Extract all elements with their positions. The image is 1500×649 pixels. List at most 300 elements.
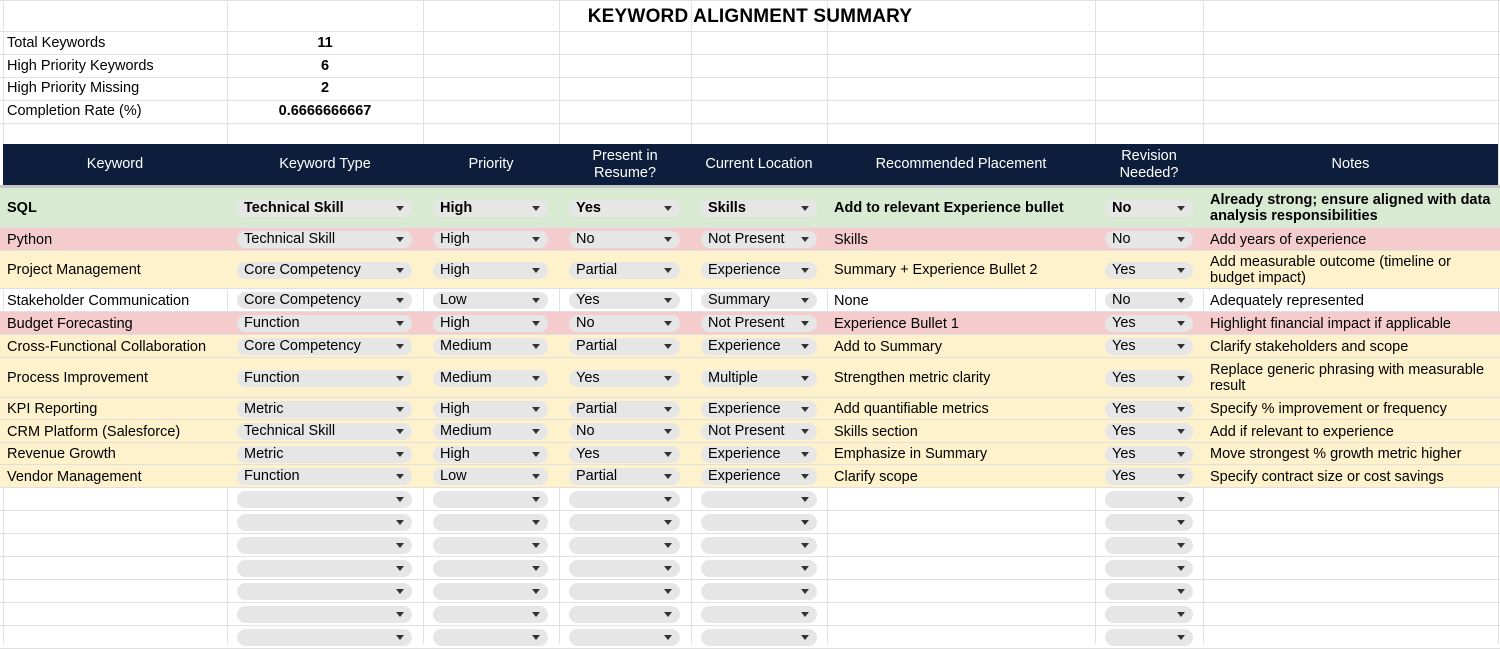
present-dropdown[interactable] <box>569 446 680 463</box>
present-dropdown-empty[interactable] <box>569 491 680 508</box>
present-dropdown-empty[interactable] <box>569 537 680 554</box>
present-dropdown[interactable] <box>569 315 680 332</box>
dropdown-value: Core Competency <box>244 262 361 278</box>
revision-dropdown[interactable] <box>1105 231 1193 248</box>
dropdown-value: Yes <box>1112 315 1136 331</box>
table-row <box>0 398 1500 420</box>
dropdown-arrow-icon[interactable] <box>801 543 809 548</box>
dropdown-value: Multiple <box>708 370 758 386</box>
location-dropdown-empty[interactable] <box>701 514 817 531</box>
column-header-current-location[interactable]: Current Location <box>705 156 813 172</box>
location-dropdown[interactable] <box>701 292 817 309</box>
revision-dropdown-empty[interactable] <box>1105 514 1193 531</box>
type-dropdown[interactable] <box>237 200 412 217</box>
recommended-placement-cell[interactable]: Experience Bullet 1 <box>834 315 959 332</box>
dropdown-arrow-icon[interactable] <box>396 497 404 502</box>
dropdown-value: Low <box>440 468 467 484</box>
revision-dropdown-empty[interactable] <box>1105 583 1193 600</box>
dropdown-value: Yes <box>576 292 600 308</box>
present-dropdown-empty[interactable] <box>569 583 680 600</box>
priority-dropdown[interactable] <box>433 423 548 440</box>
present-dropdown[interactable] <box>569 262 680 279</box>
dropdown-arrow-icon[interactable] <box>396 407 404 412</box>
dropdown-value: Yes <box>1112 446 1136 462</box>
dropdown-arrow-icon[interactable] <box>532 452 540 457</box>
table-row <box>0 289 1500 312</box>
keyword-cell[interactable]: Python <box>7 231 53 248</box>
priority-dropdown[interactable] <box>433 401 548 418</box>
dropdown-arrow-icon[interactable] <box>532 566 540 571</box>
dropdown-arrow-icon[interactable] <box>1177 206 1185 211</box>
type-dropdown[interactable] <box>237 401 412 418</box>
dropdown-arrow-icon[interactable] <box>1177 344 1185 349</box>
location-dropdown[interactable] <box>701 401 817 418</box>
dropdown-arrow-icon[interactable] <box>532 268 540 273</box>
dropdown-arrow-icon[interactable] <box>664 635 672 640</box>
present-dropdown-empty[interactable] <box>569 606 680 623</box>
dropdown-value: Yes <box>1112 262 1136 278</box>
dropdown-arrow-icon[interactable] <box>1177 376 1185 381</box>
revision-dropdown[interactable] <box>1105 200 1193 217</box>
dropdown-arrow-icon[interactable] <box>664 429 672 434</box>
type-dropdown[interactable] <box>237 231 412 248</box>
revision-dropdown[interactable] <box>1105 338 1193 355</box>
summary-value: 11 <box>317 35 333 51</box>
priority-dropdown[interactable] <box>433 200 548 217</box>
type-dropdown[interactable] <box>237 338 412 355</box>
location-dropdown-empty[interactable] <box>701 606 817 623</box>
dropdown-value: Experience <box>708 446 781 462</box>
revision-dropdown[interactable] <box>1105 370 1193 387</box>
dropdown-arrow-icon[interactable] <box>664 543 672 548</box>
dropdown-value: Metric <box>244 401 284 417</box>
dropdown-value: Yes <box>1112 370 1136 386</box>
type-dropdown-empty[interactable] <box>237 629 412 646</box>
priority-dropdown[interactable] <box>433 338 548 355</box>
summary-value: 0.6666666667 <box>278 103 372 119</box>
dropdown-value: Yes <box>576 200 601 216</box>
keyword-cell[interactable]: Stakeholder Communication <box>7 292 190 309</box>
location-dropdown-empty[interactable] <box>701 583 817 600</box>
dropdown-arrow-icon[interactable] <box>1177 268 1185 273</box>
column-header-notes[interactable]: Notes <box>1331 156 1370 172</box>
revision-dropdown[interactable] <box>1105 446 1193 463</box>
present-dropdown[interactable] <box>569 401 680 418</box>
dropdown-arrow-icon[interactable] <box>532 429 540 434</box>
dropdown-value: Not Present <box>708 315 785 331</box>
dropdown-arrow-icon[interactable] <box>801 520 809 525</box>
dropdown-value: Experience <box>708 262 781 278</box>
type-dropdown[interactable] <box>237 292 412 309</box>
dropdown-value: No <box>576 231 595 247</box>
grid-row-line <box>0 54 1500 55</box>
notes-cell[interactable]: Specify % improvement or frequency <box>1210 401 1447 417</box>
table-row <box>0 188 1500 228</box>
recommended-placement-cell[interactable]: Emphasize in Summary <box>834 446 988 462</box>
dropdown-arrow-icon[interactable] <box>1177 321 1185 326</box>
dropdown-arrow-icon[interactable] <box>396 237 404 242</box>
dropdown-arrow-icon[interactable] <box>664 566 672 571</box>
present-dropdown[interactable] <box>569 200 680 217</box>
dropdown-arrow-icon[interactable] <box>664 268 672 273</box>
type-dropdown-empty[interactable] <box>237 514 412 531</box>
present-dropdown[interactable] <box>569 370 680 387</box>
priority-dropdown-empty[interactable] <box>433 537 548 554</box>
dropdown-arrow-icon[interactable] <box>532 344 540 349</box>
priority-dropdown[interactable] <box>433 315 548 332</box>
dropdown-value: Technical Skill <box>244 423 336 439</box>
present-dropdown-empty[interactable] <box>569 560 680 577</box>
dropdown-value: Medium <box>440 423 492 439</box>
dropdown-arrow-icon[interactable] <box>1177 407 1185 412</box>
dropdown-value: Technical Skill <box>244 231 336 247</box>
present-dropdown-empty[interactable] <box>569 629 680 646</box>
dropdown-arrow-icon[interactable] <box>664 298 672 303</box>
dropdown-value: No <box>576 315 595 331</box>
recommended-placement-cell[interactable]: Summary + Experience Bullet 2 <box>834 262 1038 278</box>
priority-dropdown[interactable] <box>433 370 548 387</box>
notes-cell[interactable]: Clarify stakeholders and scope <box>1210 338 1409 355</box>
dropdown-value: Skills <box>708 200 746 216</box>
dropdown-value: Summary <box>708 292 771 308</box>
dropdown-value: No <box>1112 231 1131 247</box>
keyword-cell[interactable]: Vendor Management <box>7 468 142 485</box>
notes-cell[interactable]: Add years of experience <box>1210 231 1367 248</box>
dropdown-value: No <box>1112 200 1132 216</box>
dropdown-arrow-icon[interactable] <box>801 452 809 457</box>
dropdown-arrow-icon[interactable] <box>396 344 404 349</box>
dropdown-arrow-icon[interactable] <box>664 321 672 326</box>
dropdown-arrow-icon[interactable] <box>801 635 809 640</box>
keyword-cell[interactable]: KPI Reporting <box>7 401 98 417</box>
empty-row <box>0 580 1500 603</box>
dropdown-arrow-icon[interactable] <box>396 635 404 640</box>
dropdown-arrow-icon[interactable] <box>532 589 540 594</box>
dropdown-arrow-icon[interactable] <box>801 268 809 273</box>
revision-dropdown-empty[interactable] <box>1105 537 1193 554</box>
dropdown-value: Medium <box>440 370 492 386</box>
dropdown-arrow-icon[interactable] <box>664 589 672 594</box>
location-dropdown-empty[interactable] <box>701 629 817 646</box>
dropdown-arrow-icon[interactable] <box>801 206 809 211</box>
dropdown-arrow-icon[interactable] <box>396 612 404 617</box>
revision-dropdown[interactable] <box>1105 262 1193 279</box>
dropdown-arrow-icon[interactable] <box>1177 497 1185 502</box>
present-dropdown[interactable] <box>569 468 680 485</box>
dropdown-value: Yes <box>1112 338 1136 354</box>
location-dropdown[interactable] <box>701 315 817 332</box>
type-dropdown-empty[interactable] <box>237 537 412 554</box>
dropdown-value: Experience <box>708 468 781 484</box>
dropdown-value: High <box>440 200 473 216</box>
dropdown-arrow-icon[interactable] <box>532 376 540 381</box>
dropdown-arrow-icon[interactable] <box>396 452 404 457</box>
grid-row-line <box>0 77 1500 78</box>
recommended-placement-cell[interactable]: Skills section <box>834 423 918 440</box>
dropdown-value: Function <box>244 370 300 386</box>
dropdown-arrow-icon[interactable] <box>1177 543 1185 548</box>
keyword-cell[interactable]: Revenue Growth <box>7 446 116 462</box>
notes-cell[interactable]: Specify contract size or cost savings <box>1210 468 1444 485</box>
keyword-cell[interactable]: Budget Forecasting <box>7 315 133 332</box>
dropdown-arrow-icon[interactable] <box>396 474 404 479</box>
recommended-placement-cell[interactable]: None <box>834 292 869 309</box>
recommended-placement-cell[interactable]: Clarify scope <box>834 468 918 485</box>
summary-label: Total Keywords <box>7 35 106 51</box>
priority-dropdown[interactable] <box>433 446 548 463</box>
priority-dropdown[interactable] <box>433 468 548 485</box>
dropdown-arrow-icon[interactable] <box>532 206 540 211</box>
dropdown-arrow-icon[interactable] <box>1177 612 1185 617</box>
present-dropdown[interactable] <box>569 231 680 248</box>
column-header-keyword[interactable]: Keyword <box>86 156 144 172</box>
dropdown-arrow-icon[interactable] <box>664 206 672 211</box>
dropdown-arrow-icon[interactable] <box>396 298 404 303</box>
revision-dropdown[interactable] <box>1105 401 1193 418</box>
dropdown-arrow-icon[interactable] <box>532 321 540 326</box>
dropdown-arrow-icon[interactable] <box>532 474 540 479</box>
dropdown-arrow-icon[interactable] <box>801 344 809 349</box>
present-dropdown[interactable] <box>569 423 680 440</box>
dropdown-arrow-icon[interactable] <box>1177 429 1185 434</box>
type-dropdown[interactable] <box>237 315 412 332</box>
location-dropdown[interactable] <box>701 370 817 387</box>
dropdown-arrow-icon[interactable] <box>664 497 672 502</box>
dropdown-arrow-icon[interactable] <box>664 474 672 479</box>
dropdown-value: High <box>440 446 470 462</box>
empty-row <box>0 488 1500 511</box>
notes-cell[interactable]: Highlight financial impact if applicable <box>1210 315 1451 332</box>
dropdown-arrow-icon[interactable] <box>1177 635 1185 640</box>
location-dropdown-empty[interactable] <box>701 537 817 554</box>
dropdown-value: High <box>440 262 470 278</box>
dropdown-value: Medium <box>440 338 492 354</box>
type-dropdown-empty[interactable] <box>237 491 412 508</box>
dropdown-value: Experience <box>708 401 781 417</box>
revision-dropdown[interactable] <box>1105 315 1193 332</box>
location-dropdown[interactable] <box>701 423 817 440</box>
dropdown-arrow-icon[interactable] <box>396 321 404 326</box>
summary-label: Completion Rate (%) <box>7 103 142 119</box>
column-header-priority[interactable]: Priority <box>468 156 514 172</box>
location-dropdown[interactable] <box>701 338 817 355</box>
present-dropdown[interactable] <box>569 338 680 355</box>
revision-dropdown[interactable] <box>1105 468 1193 485</box>
dropdown-value: Yes <box>1112 401 1136 417</box>
dropdown-arrow-icon[interactable] <box>801 589 809 594</box>
revision-dropdown[interactable] <box>1105 423 1193 440</box>
dropdown-value: No <box>576 423 595 439</box>
dropdown-arrow-icon[interactable] <box>532 497 540 502</box>
summary-value: 2 <box>320 80 330 96</box>
priority-dropdown[interactable] <box>433 292 548 309</box>
dropdown-arrow-icon[interactable] <box>532 543 540 548</box>
dropdown-value: Not Present <box>708 423 785 439</box>
dropdown-value: Yes <box>1112 423 1136 439</box>
dropdown-arrow-icon[interactable] <box>801 298 809 303</box>
dropdown-arrow-icon[interactable] <box>1177 566 1185 571</box>
keyword-cell[interactable]: SQL <box>7 200 37 216</box>
dropdown-arrow-icon[interactable] <box>1177 520 1185 525</box>
type-dropdown[interactable] <box>237 446 412 463</box>
revision-dropdown[interactable] <box>1105 292 1193 309</box>
dropdown-arrow-icon[interactable] <box>1177 298 1185 303</box>
empty-row <box>0 534 1500 557</box>
priority-dropdown-empty[interactable] <box>433 606 548 623</box>
notes-cell[interactable]: Already strong; ensure aligned with data analysis responsibilities <box>1210 192 1491 224</box>
table-row <box>0 228 1500 251</box>
table-row <box>0 358 1500 398</box>
dropdown-arrow-icon[interactable] <box>801 321 809 326</box>
dropdown-value: Not Present <box>708 231 785 247</box>
priority-dropdown[interactable] <box>433 231 548 248</box>
type-dropdown[interactable] <box>237 468 412 485</box>
notes-cell[interactable]: Replace generic phrasing with measurable result <box>1210 362 1485 394</box>
location-dropdown[interactable] <box>701 468 817 485</box>
location-dropdown[interactable] <box>701 231 817 248</box>
keyword-cell[interactable]: Cross-Functional Collaboration <box>7 338 207 355</box>
dropdown-arrow-icon[interactable] <box>1177 589 1185 594</box>
location-dropdown[interactable] <box>701 446 817 463</box>
dropdown-arrow-icon[interactable] <box>396 429 404 434</box>
revision-dropdown-empty[interactable] <box>1105 606 1193 623</box>
keyword-cell[interactable]: Project Management <box>7 262 141 278</box>
revision-dropdown-empty[interactable] <box>1105 629 1193 646</box>
dropdown-arrow-icon[interactable] <box>801 612 809 617</box>
table-row <box>0 465 1500 488</box>
empty-row <box>0 557 1500 580</box>
dropdown-value: High <box>440 315 470 331</box>
priority-dropdown-empty[interactable] <box>433 583 548 600</box>
dropdown-arrow-icon[interactable] <box>801 497 809 502</box>
notes-cell[interactable]: Add if relevant to experience <box>1210 423 1394 440</box>
summary-label: High Priority Keywords <box>7 58 154 74</box>
location-dropdown[interactable] <box>701 200 817 217</box>
dropdown-value: Technical Skill <box>244 200 344 216</box>
priority-dropdown[interactable] <box>433 262 548 279</box>
summary-value: 6 <box>320 58 330 74</box>
dropdown-value: Yes <box>1112 468 1136 484</box>
grid-row-line <box>0 31 1500 32</box>
dropdown-arrow-icon[interactable] <box>801 474 809 479</box>
dropdown-arrow-icon[interactable] <box>532 298 540 303</box>
type-dropdown-empty[interactable] <box>237 583 412 600</box>
column-header-recommended-placement[interactable]: Recommended Placement <box>875 156 1047 172</box>
dropdown-arrow-icon[interactable] <box>1177 237 1185 242</box>
dropdown-arrow-icon[interactable] <box>664 452 672 457</box>
dropdown-arrow-icon[interactable] <box>664 407 672 412</box>
type-dropdown-empty[interactable] <box>237 560 412 577</box>
dropdown-arrow-icon[interactable] <box>396 543 404 548</box>
column-header-keyword-type[interactable]: Keyword Type <box>279 156 371 172</box>
dropdown-arrow-icon[interactable] <box>664 344 672 349</box>
type-dropdown[interactable] <box>237 370 412 387</box>
dropdown-arrow-icon[interactable] <box>664 612 672 617</box>
dropdown-arrow-icon[interactable] <box>801 429 809 434</box>
type-dropdown-empty[interactable] <box>237 606 412 623</box>
dropdown-value: Core Competency <box>244 338 361 354</box>
dropdown-arrow-icon[interactable] <box>801 407 809 412</box>
revision-dropdown-empty[interactable] <box>1105 491 1193 508</box>
location-dropdown-empty[interactable] <box>701 560 817 577</box>
empty-row <box>0 603 1500 626</box>
table-row <box>0 335 1500 358</box>
dropdown-arrow-icon[interactable] <box>396 206 404 211</box>
recommended-placement-cell[interactable]: Add to relevant Experience bullet <box>834 200 1064 216</box>
dropdown-arrow-icon[interactable] <box>396 376 404 381</box>
column-header-present-in-resume[interactable]: Present in Resume? <box>592 147 658 181</box>
priority-dropdown-empty[interactable] <box>433 491 548 508</box>
present-dropdown[interactable] <box>569 292 680 309</box>
dropdown-value: Metric <box>244 446 284 462</box>
empty-row <box>0 511 1500 534</box>
dropdown-arrow-icon[interactable] <box>396 589 404 594</box>
type-dropdown[interactable] <box>237 262 412 279</box>
grid-row-line <box>0 100 1500 101</box>
dropdown-value: Yes <box>576 446 600 462</box>
dropdown-arrow-icon[interactable] <box>532 237 540 242</box>
dropdown-arrow-icon[interactable] <box>396 268 404 273</box>
dropdown-arrow-icon[interactable] <box>1177 452 1185 457</box>
dropdown-arrow-icon[interactable] <box>664 237 672 242</box>
dropdown-arrow-icon[interactable] <box>532 612 540 617</box>
notes-cell[interactable]: Move strongest % growth metric higher <box>1210 446 1462 462</box>
table-row <box>0 443 1500 465</box>
dropdown-arrow-icon[interactable] <box>532 520 540 525</box>
keyword-cell[interactable]: CRM Platform (Salesforce) <box>7 423 181 440</box>
dropdown-arrow-icon[interactable] <box>801 376 809 381</box>
dropdown-arrow-icon[interactable] <box>532 635 540 640</box>
recommended-placement-cell[interactable]: Add quantifiable metrics <box>834 401 989 417</box>
priority-dropdown-empty[interactable] <box>433 514 548 531</box>
dropdown-value: Partial <box>576 468 618 484</box>
recommended-placement-cell[interactable]: Skills <box>834 231 868 248</box>
revision-dropdown-empty[interactable] <box>1105 560 1193 577</box>
location-dropdown-empty[interactable] <box>701 491 817 508</box>
notes-cell[interactable]: Adequately represented <box>1210 292 1364 309</box>
empty-row <box>0 626 1500 649</box>
type-dropdown[interactable] <box>237 423 412 440</box>
dropdown-arrow-icon[interactable] <box>664 520 672 525</box>
recommended-placement-cell[interactable]: Add to Summary <box>834 338 942 355</box>
keyword-cell[interactable]: Process Improvement <box>7 370 149 386</box>
dropdown-arrow-icon[interactable] <box>396 520 404 525</box>
dropdown-value: Low <box>440 292 467 308</box>
recommended-placement-cell[interactable]: Strengthen metric clarity <box>834 370 991 386</box>
dropdown-arrow-icon[interactable] <box>532 407 540 412</box>
dropdown-value: High <box>440 231 470 247</box>
priority-dropdown-empty[interactable] <box>433 629 548 646</box>
dropdown-value: Experience <box>708 338 781 354</box>
summary-label: High Priority Missing <box>7 80 140 96</box>
priority-dropdown-empty[interactable] <box>433 560 548 577</box>
dropdown-arrow-icon[interactable] <box>396 566 404 571</box>
table-row <box>0 312 1500 335</box>
grid-row-line <box>0 123 1500 124</box>
dropdown-value: Partial <box>576 401 618 417</box>
table-row <box>0 251 1500 289</box>
column-header-revision-needed[interactable]: Revision Needed? <box>1119 147 1179 181</box>
dropdown-arrow-icon[interactable] <box>664 376 672 381</box>
dropdown-value: Yes <box>576 370 600 386</box>
notes-cell[interactable]: Add measurable outcome (timeline or budget impact) <box>1210 254 1451 286</box>
dropdown-arrow-icon[interactable] <box>1177 474 1185 479</box>
dropdown-arrow-icon[interactable] <box>801 566 809 571</box>
location-dropdown[interactable] <box>701 262 817 279</box>
present-dropdown-empty[interactable] <box>569 514 680 531</box>
table-row <box>0 420 1500 443</box>
dropdown-arrow-icon[interactable] <box>801 237 809 242</box>
